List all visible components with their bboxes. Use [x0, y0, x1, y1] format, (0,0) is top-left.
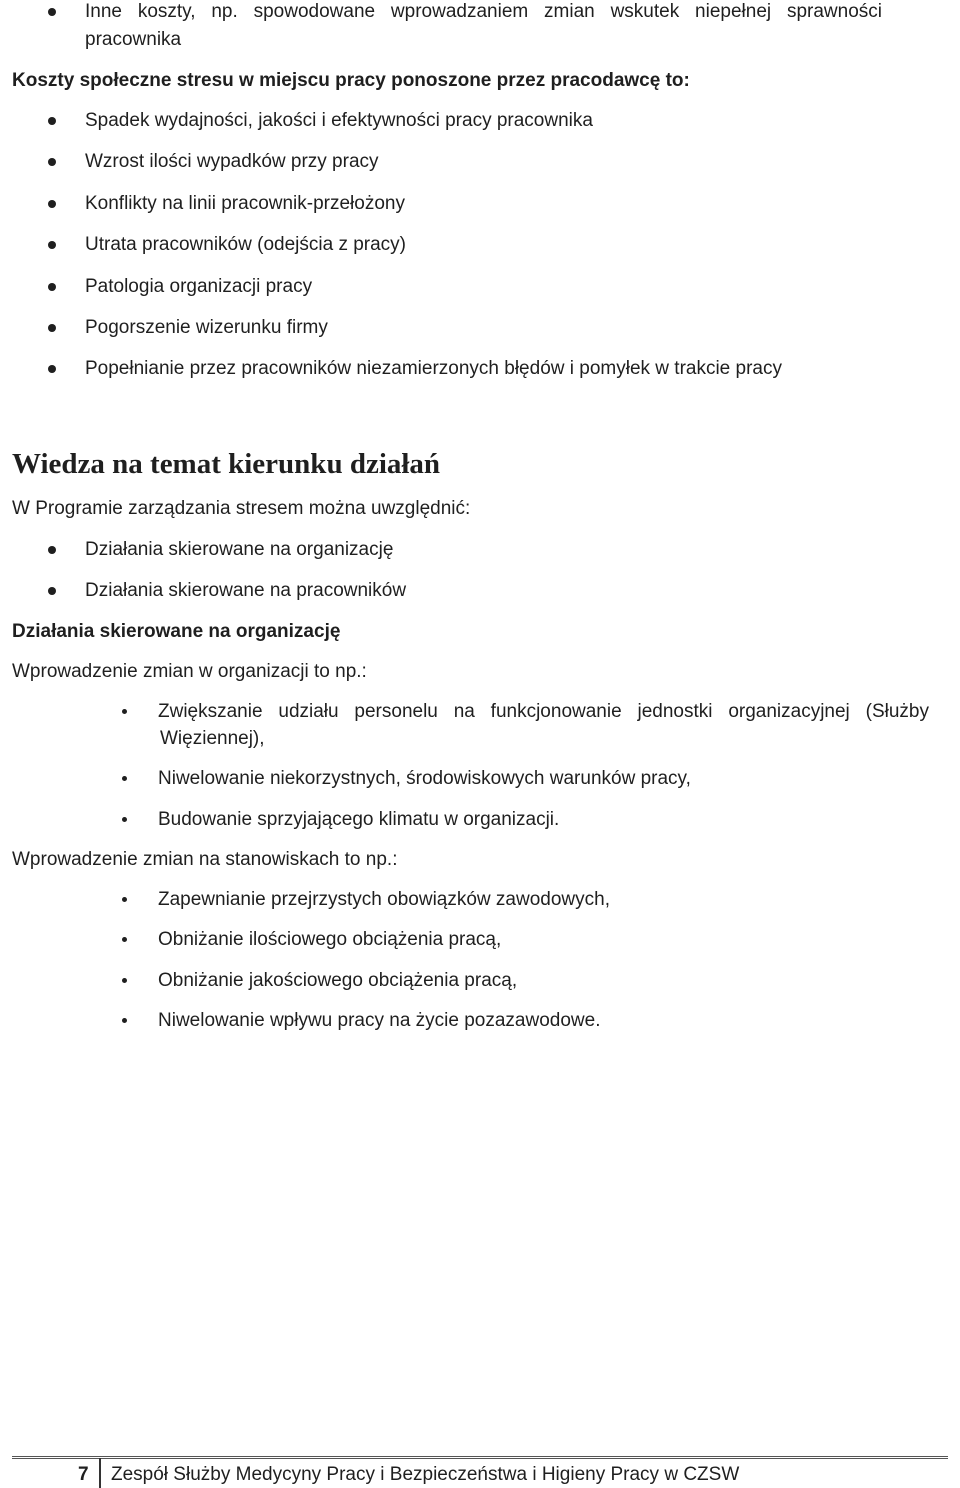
bullet-icon	[48, 241, 56, 249]
sub-list-item-text: Niwelowanie niekorzystnych, środowiskowych warunków pracy,	[158, 768, 691, 789]
sub-list-item-text: Zwiększanie udziału personelu na funkcjonowanie jednostki organizacyjnej (Służby	[158, 701, 929, 722]
footer-divider	[12, 1456, 948, 1457]
bullet-icon	[48, 200, 56, 208]
list-item-text: Wzrost ilości wypadków przy pracy	[85, 151, 379, 172]
bullet-icon	[48, 587, 56, 595]
page-number: 7	[78, 1464, 89, 1485]
post-changes-intro: Wprowadzenie zmian na stanowiskach to np.:	[12, 849, 398, 870]
list-item-text: Działania skierowane na pracowników	[85, 580, 407, 601]
sub-list-item-text: Niwelowanie wpływu pracy na życie pozazawodowe.	[158, 1010, 601, 1031]
list-item-text: Działania skierowane na organizację	[85, 539, 394, 560]
section-title-employer-costs: Koszty społeczne stresu w miejscu pracy ponoszone przez pracodawcę to:	[12, 70, 690, 91]
footer-divider-secondary	[12, 1458, 948, 1459]
footer-separator	[99, 1458, 101, 1488]
sub-list-item-text-continued: Więziennej),	[160, 728, 265, 749]
bullet-icon	[122, 978, 127, 983]
org-changes-intro: Wprowadzenie zmian w organizacji to np.:	[12, 661, 367, 682]
bullet-icon	[48, 546, 56, 554]
list-item-text: Pogorszenie wizerunku firmy	[85, 317, 328, 338]
sub-list-item-text: Budowanie sprzyjającego klimatu w organizacji.	[158, 809, 560, 830]
bullet-icon	[122, 709, 127, 714]
bullet-icon	[122, 937, 127, 942]
section-heading-knowledge: Wiedza na temat kierunku działań	[12, 448, 441, 480]
bullet-icon	[48, 8, 56, 16]
sub-list-item-text: Zapewnianie przejrzystych obowiązków zawodowych,	[158, 889, 610, 910]
bullet-icon	[122, 817, 127, 822]
bullet-icon	[48, 365, 56, 373]
list-item-text: Patologia organizacji pracy	[85, 276, 313, 297]
sub-list-item-text: Obniżanie ilościowego obciążenia pracą,	[158, 929, 502, 950]
bullet-icon	[48, 324, 56, 332]
bullet-icon	[122, 897, 127, 902]
bullet-icon	[48, 158, 56, 166]
bullet-icon	[122, 1018, 127, 1023]
list-item-text-continued: pracownika	[85, 29, 182, 50]
subheading-org-actions: Działania skierowane na organizację	[12, 621, 341, 642]
program-intro: W Programie zarządzania stresem można uwzględnić:	[12, 498, 471, 519]
list-item-text: Utrata pracowników (odejścia z pracy)	[85, 234, 407, 255]
list-item-text: Popełnianie przez pracowników niezamierzonych błędów i pomyłek w trakcie pracy	[85, 358, 782, 379]
list-item-text: Inne koszty, np. spowodowane wprowadzaniem zmian wskutek niepełnej sprawności	[85, 1, 882, 22]
list-item-text: Konflikty na linii pracownik-przełożony	[85, 193, 405, 214]
footer-text: Zespół Służby Medycyny Pracy i Bezpieczeństwa i Higieny Pracy w CZSW	[111, 1464, 740, 1485]
bullet-icon	[48, 117, 56, 125]
sub-list-item-text: Obniżanie jakościowego obciążenia pracą,	[158, 970, 518, 991]
bullet-icon	[48, 283, 56, 291]
list-item-text: Spadek wydajności, jakości i efektywności pracy pracownika	[85, 110, 593, 131]
bullet-icon	[122, 776, 127, 781]
